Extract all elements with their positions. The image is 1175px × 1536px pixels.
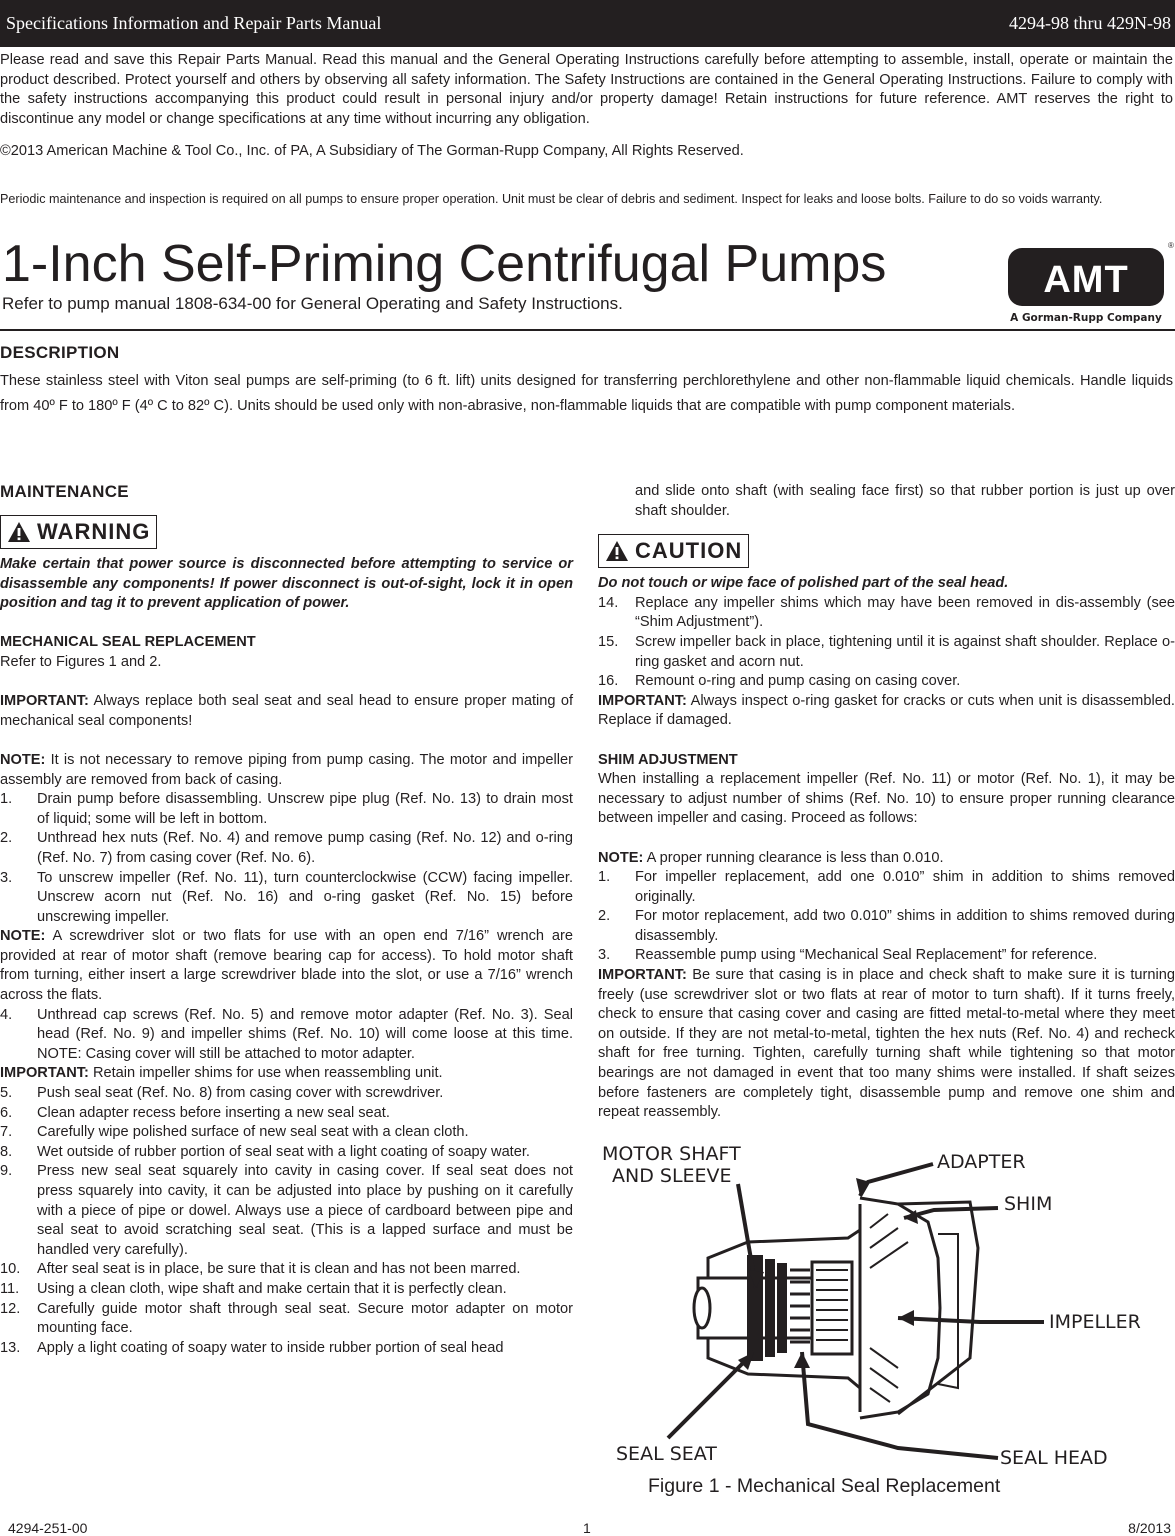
list-item: 2. For motor replacement, add two 0.010” shims in addition to shims removed during disassembly. bbox=[598, 908, 1175, 944]
right-column bbox=[598, 482, 1175, 1123]
steps-list-d bbox=[598, 594, 1175, 692]
shim-adjustment-text: When installing a replacement impeller (Ref. No. 11) or motor (Ref. No. 1), it may be necessary to adjust number of shims (Ref. No. 10) to ensure proper running clearance between impeller and casing. Proceed as follows: bbox=[598, 771, 1175, 827]
important-note-1: IMPORTANT: Always replace both seal seat and seal head to ensure proper mating of mechanical seal components! bbox=[0, 693, 573, 729]
list-item: 6. Clean adapter recess before inserting a new seal seat. bbox=[0, 1104, 390, 1121]
logo-tagline: A Gorman-Rupp Company bbox=[1010, 312, 1162, 324]
shim-adjustment-heading: SHIM ADJUSTMENT bbox=[598, 751, 738, 768]
seal-replacement-heading: MECHANICAL SEAL REPLACEMENT bbox=[0, 634, 256, 651]
list-item: 13. Apply a light coating of soapy water to inside rubber portion of seal head bbox=[0, 1339, 504, 1356]
maintenance-heading: MAINTENANCE bbox=[0, 482, 129, 501]
header-bar bbox=[0, 0, 1175, 47]
list-item: 12. Carefully guide motor shaft through seal seat. Secure motor adapter on motor mounting face. bbox=[0, 1300, 573, 1337]
document-number: 4294-251-00 bbox=[8, 1520, 88, 1536]
periodic-maintenance-notice: Periodic maintenance and inspection is required on all pumps to ensure proper operation. Unit must be clear of debris and sediment. Inspect for leaks and loose bolts. Failure to do so voids warranty. bbox=[0, 192, 1103, 206]
label-adapter: ADAPTER bbox=[937, 1151, 1026, 1173]
label-seal-head: SEAL HEAD bbox=[1000, 1447, 1108, 1469]
label-shim: SHIM bbox=[1004, 1193, 1053, 1215]
list-item: 9. Press new seal seat squarely into cavity in casing cover. If seal seat does not press squarely into cavity, it can be adjusted into place by pushing on it carefully with a piece of pipe or dowel. Always use a piece of cardboard between pipe and seal seat to avoid scratching seal seat. (This is a lapped surface and must be handled very carefully). bbox=[0, 1163, 573, 1258]
steps-list-c bbox=[0, 1084, 573, 1358]
caution-icon bbox=[605, 540, 629, 562]
logo-brand: AMT bbox=[1043, 259, 1129, 301]
warning-icon bbox=[7, 521, 31, 543]
model-range: 4294-98 thru 429N-98 bbox=[1009, 13, 1171, 33]
list-item: 4. Unthread cap screws (Ref. No. 5) and remove motor adapter (Ref. No. 3). Seal head (Ref. No. 9) and impeller shims (Ref. No. 10) will come loose at this time. NOTE: Casing cover will still be attached to motor adapter. bbox=[0, 1006, 573, 1062]
steps-list-a bbox=[0, 790, 573, 927]
page-subtitle: Refer to pump manual 1808-634-00 for General Operating and Safety Instructions. bbox=[2, 294, 623, 313]
list-item: 1. For impeller replacement, add one 0.010” shim in addition to shims removed originally. bbox=[598, 869, 1175, 905]
list-item: 3. Reassemble pump using “Mechanical Seal Replacement” for reference. bbox=[598, 947, 1098, 964]
list-item: 2. Unthread hex nuts (Ref. No. 4) and remove pump casing (Ref. No. 12) and o-ring (Ref. No. 7) from casing cover (Ref. No. 6). bbox=[0, 830, 573, 866]
list-item: 10. After seal seat is in place, be sure that it is clean and has not been marred. bbox=[0, 1261, 521, 1278]
list-item: 1. Drain pump before disassembling. Unscrew pipe plug (Ref. No. 13) to drain most of liquid; some will be left in bottom. bbox=[0, 791, 573, 827]
list-item: 14. Replace any impeller shims which may have been removed in dis-assembly (see “Shim Adjustment”). bbox=[598, 594, 1175, 631]
warning-badge bbox=[0, 515, 157, 549]
page-number: 1 bbox=[583, 1520, 591, 1536]
label-sleeve: AND SLEEVE bbox=[612, 1165, 732, 1187]
list-item: 15. Screw impeller back in place, tightening until it is against shaft shoulder. Replace o-ring gasket and acorn nut. bbox=[598, 633, 1175, 670]
amt-logo bbox=[1006, 242, 1172, 324]
logo-registered-mark: ® bbox=[1168, 241, 1174, 250]
description-heading: DESCRIPTION bbox=[0, 343, 120, 362]
figure-caption: Figure 1 - Mechanical Seal Replacement bbox=[648, 1475, 1001, 1497]
list-item: 7. Carefully wipe polished surface of new seal seat with a clean cloth. bbox=[0, 1124, 469, 1141]
label-seal-seat: SEAL SEAT bbox=[616, 1443, 717, 1465]
note-3: NOTE: A proper running clearance is less than 0.010. bbox=[598, 849, 944, 866]
warning-text: Make certain that power source is disconnected before attempting to service or disassemble any components! If power disconnect is out-of-sight, lock it in open position and tag it to prevent application of power. bbox=[0, 556, 573, 612]
list-item: 8. Wet outside of rubber portion of seal seat with a light coating of soapy water. bbox=[0, 1143, 530, 1160]
list-item: 5. Push seal seat (Ref. No. 8) from casing cover with screwdriver. bbox=[0, 1085, 444, 1102]
figure-reference: Refer to Figures 1 and 2. bbox=[0, 653, 162, 670]
list-item-continued: and slide onto shaft (with sealing face first) so that rubber portion is just up over shaft shoulder. bbox=[635, 483, 1175, 519]
note-2: NOTE: A screwdriver slot or two flats for use with an open end 7/16” wrench are provided at rear of motor shaft (remove bearing cap for access). To hold motor shaft from turning, either insert a large screwdriver blade into the slot, or use a 7/16” wrench across the flats. bbox=[0, 928, 573, 1004]
caution-text: Do not touch or wipe face of polished part of the seal head. bbox=[598, 575, 1009, 592]
important-note-3: IMPORTANT: Always inspect o-ring gasket for cracks or cuts when unit is disassembled. Replace if damaged. bbox=[598, 692, 1175, 729]
list-item: 11. Using a clean cloth, wipe shaft and make certain that it is perfectly clean. bbox=[0, 1280, 507, 1297]
caution-label: CAUTION bbox=[635, 538, 743, 564]
note-1: NOTE: It is not necessary to remove piping from pump casing. The motor and impeller assembly are removed from back of casing. bbox=[0, 751, 573, 788]
caution-badge bbox=[598, 534, 749, 568]
title-divider bbox=[0, 329, 1175, 331]
important-note-2: IMPORTANT: Retain impeller shims for use when reassembling unit. bbox=[0, 1065, 443, 1082]
label-impeller: IMPELLER bbox=[1049, 1311, 1141, 1333]
manual-type: Specifications Information and Repair Parts Manual bbox=[6, 13, 382, 33]
seal-replacement-diagram bbox=[598, 1138, 1173, 1473]
revision-date: 8/2013 bbox=[1128, 1520, 1171, 1536]
description-text: These stainless steel with Viton seal pumps are self-priming (to 6 ft. lift) units designed for transferring perchlorethylene and other non-flammable liquid chemicals. Handle liquids from 40º F to 180º F (4º C to 82º C). Units should be used only with non-abrasive, non-flammable liquids that are compatible with pump component materials. bbox=[0, 373, 1173, 414]
intro-paragraph: Please read and save this Repair Parts Manual. Read this manual and the General Operating Instructions carefully before attempting to assemble, install, operate or maintain the product described. Protect yourself and others by observing all safety information. The Safety Instructions are contained in the General Operating Instructions. Failure to comply with the safety instructions accompanying this product could result in personal injury and/or property damage! Retain instructions for future reference. AMT reserves the right to discontinue any model or change specifications at any time without incurring any obligation. bbox=[0, 52, 1173, 127]
important-note-4: IMPORTANT: Be sure that casing is in place and check shaft to make sure it is turning freely (use screwdriver slot or two flats at rear of motor to turn shaft). If it turns freely, check to ensure that casing cover and casing are fitted metal-to-metal where they meet on outside. If they are not metal-to-metal, tighten the hex nuts (Ref. No. 4) and recheck shaft for free turning. Tighten, carefully turning shaft while tightening so that motor bearings are not damaged in event that too many shims were installed. If shaft seizes before fasteners are completely tight, disassemble pump and remove one shim and repeat reassembly. bbox=[598, 967, 1175, 1121]
copyright-notice: ©2013 American Machine & Tool Co., Inc. of PA, A Subsidiary of The Gorman-Rupp Company, All Rights Reserved. bbox=[0, 143, 744, 159]
left-column bbox=[0, 482, 573, 1358]
label-motor-shaft: MOTOR SHAFT bbox=[602, 1143, 741, 1165]
page-title: 1-Inch Self-Priming Centrifugal Pumps bbox=[2, 235, 887, 293]
list-item: 3. To unscrew impeller (Ref. No. 11), turn counterclockwise (CCW) facing impeller. Unscrew acorn nut (Ref. No. 16) and o-ring gasket (Ref. No. 15) before unscrewing impeller. bbox=[0, 869, 573, 925]
list-item: 16. Remount o-ring and pump casing on casing cover. bbox=[598, 673, 961, 690]
warning-label: WARNING bbox=[37, 519, 151, 544]
steps-list-e bbox=[598, 868, 1175, 966]
